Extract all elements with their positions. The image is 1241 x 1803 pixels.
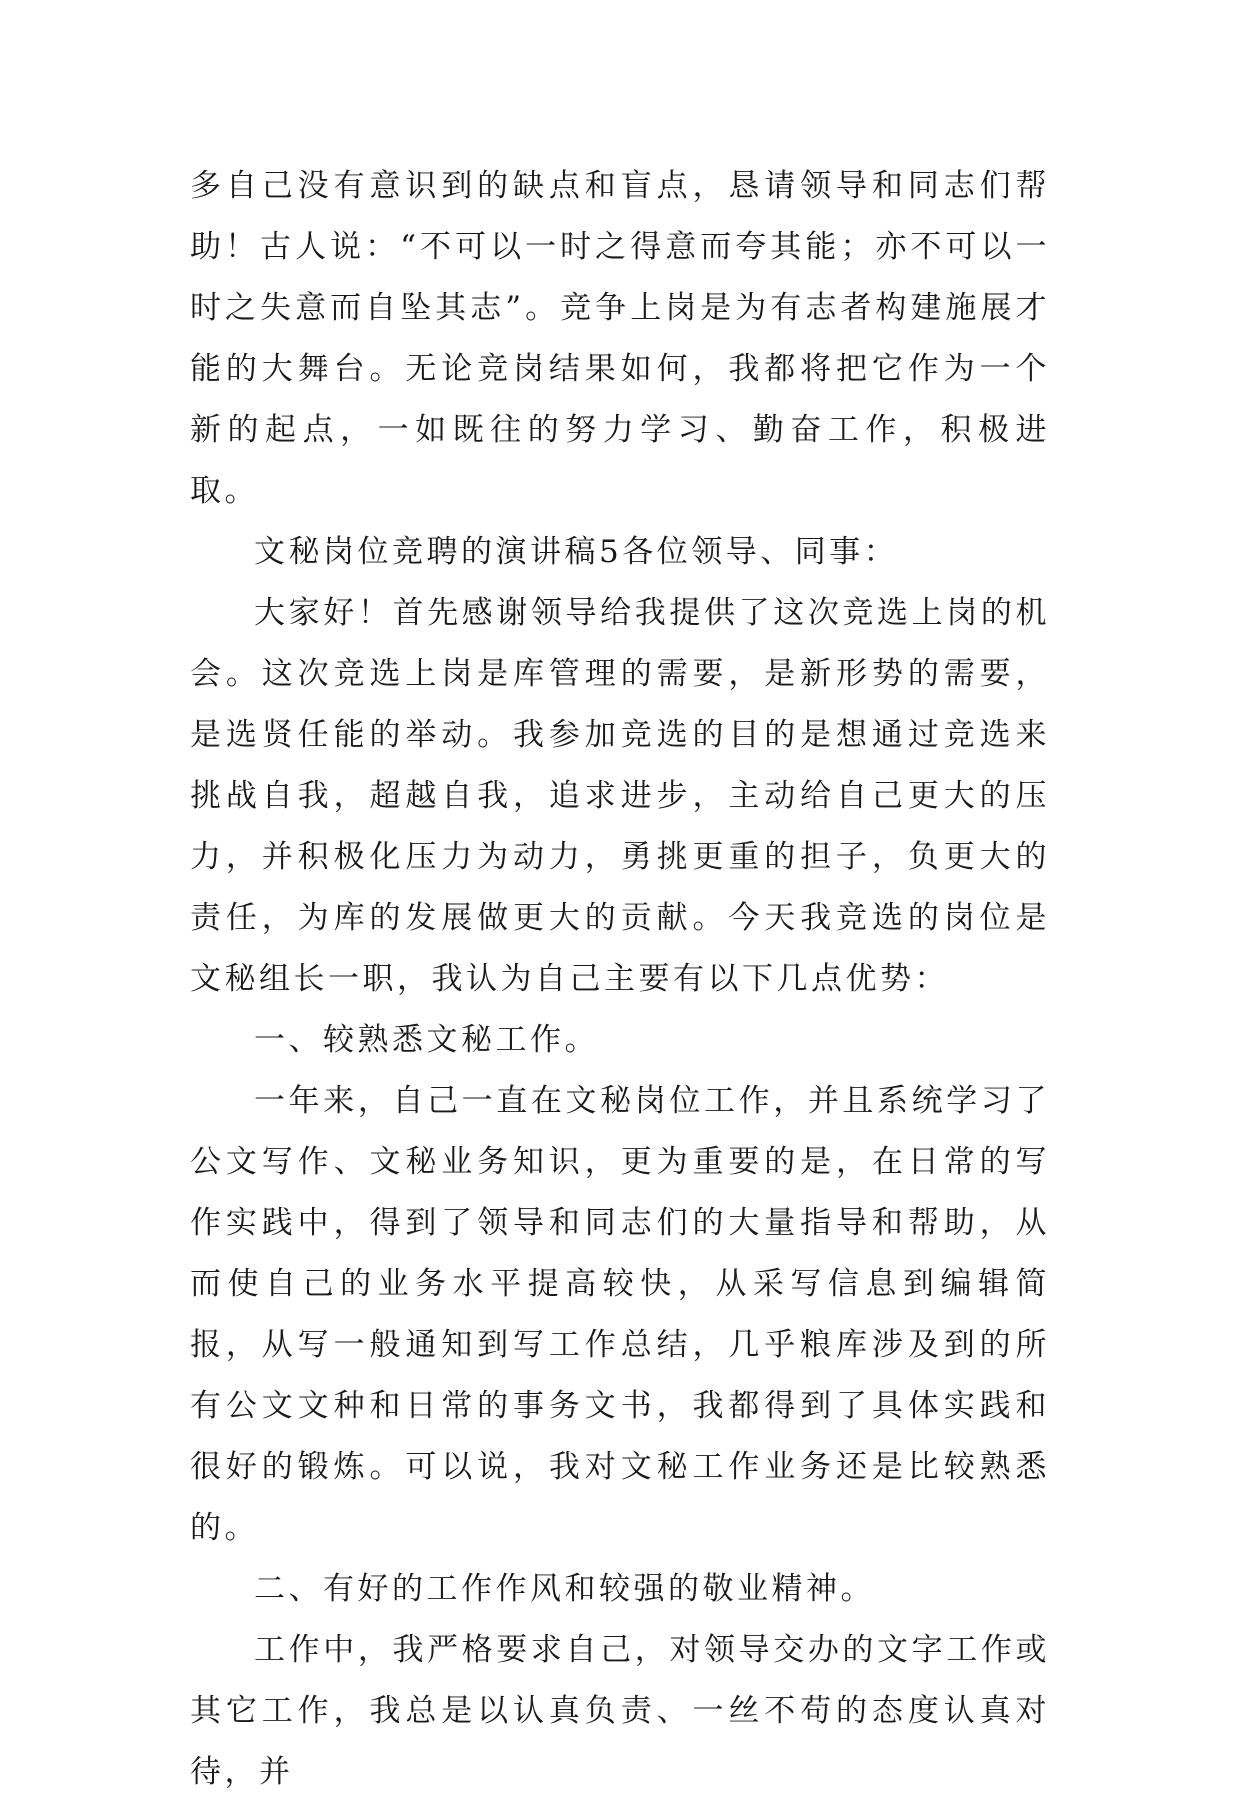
- paragraph-6: 二、有好的工作作风和较强的敬业精神。: [254, 1571, 875, 1607]
- paragraph-4: 一、较熟悉文秘工作。: [254, 1022, 599, 1058]
- paragraph-2: 文秘岗位竞聘的演讲稿5各位领导、同事：: [254, 534, 899, 570]
- paragraph-1: 多自己没有意识到的缺点和盲点，恳请领导和同志们帮助！古人说：“不可以一时之得意而夸其能；亦不可以一时之失意而自坠其志”。竞争上岗是为有志者构建施展才能的大舞台。无论竞岗结果如何，我都将把它作为一个新的起点，一如既往的努力学习、勤奋工作，积极进取。: [190, 168, 1050, 509]
- paragraph-7: 工作中，我严格要求自己，对领导交办的文字工作或其它工作，我总是以认真负责、一丝不苟的态度认真对待，并: [190, 1632, 1050, 1790]
- document-body: [190, 156, 1050, 1803]
- paragraph-3: 大家好！首先感谢领导给我提供了这次竞选上岗的机会。这次竞选上岗是库管理的需要，是新形势的需要，是选贤任能的举动。我参加竞选的目的是想通过竞选来挑战自我，超越自我，追求进步，主动给自己更大的压力，并积极化压力为动力，勇挑更重的担子，负更大的责任，为库的发展做更大的贡献。今天我竞选的岗位是文秘组长一职，我认为自己主要有以下几点优势：: [190, 595, 1050, 997]
- paragraph-5: 一年来，自己一直在文秘岗位工作，并且系统学习了公文写作、文秘业务知识，更为重要的是，在日常的写作实践中，得到了领导和同志们的大量指导和帮助，从而使自己的业务水平提高较快，从采写信息到编辑简报，从写一般通知到写工作总结，几乎粮库涉及到的所有公文文种和日常的事务文书，我都得到了具体实践和很好的锻炼。可以说，我对文秘工作业务还是比较熟悉的。: [190, 1083, 1050, 1546]
